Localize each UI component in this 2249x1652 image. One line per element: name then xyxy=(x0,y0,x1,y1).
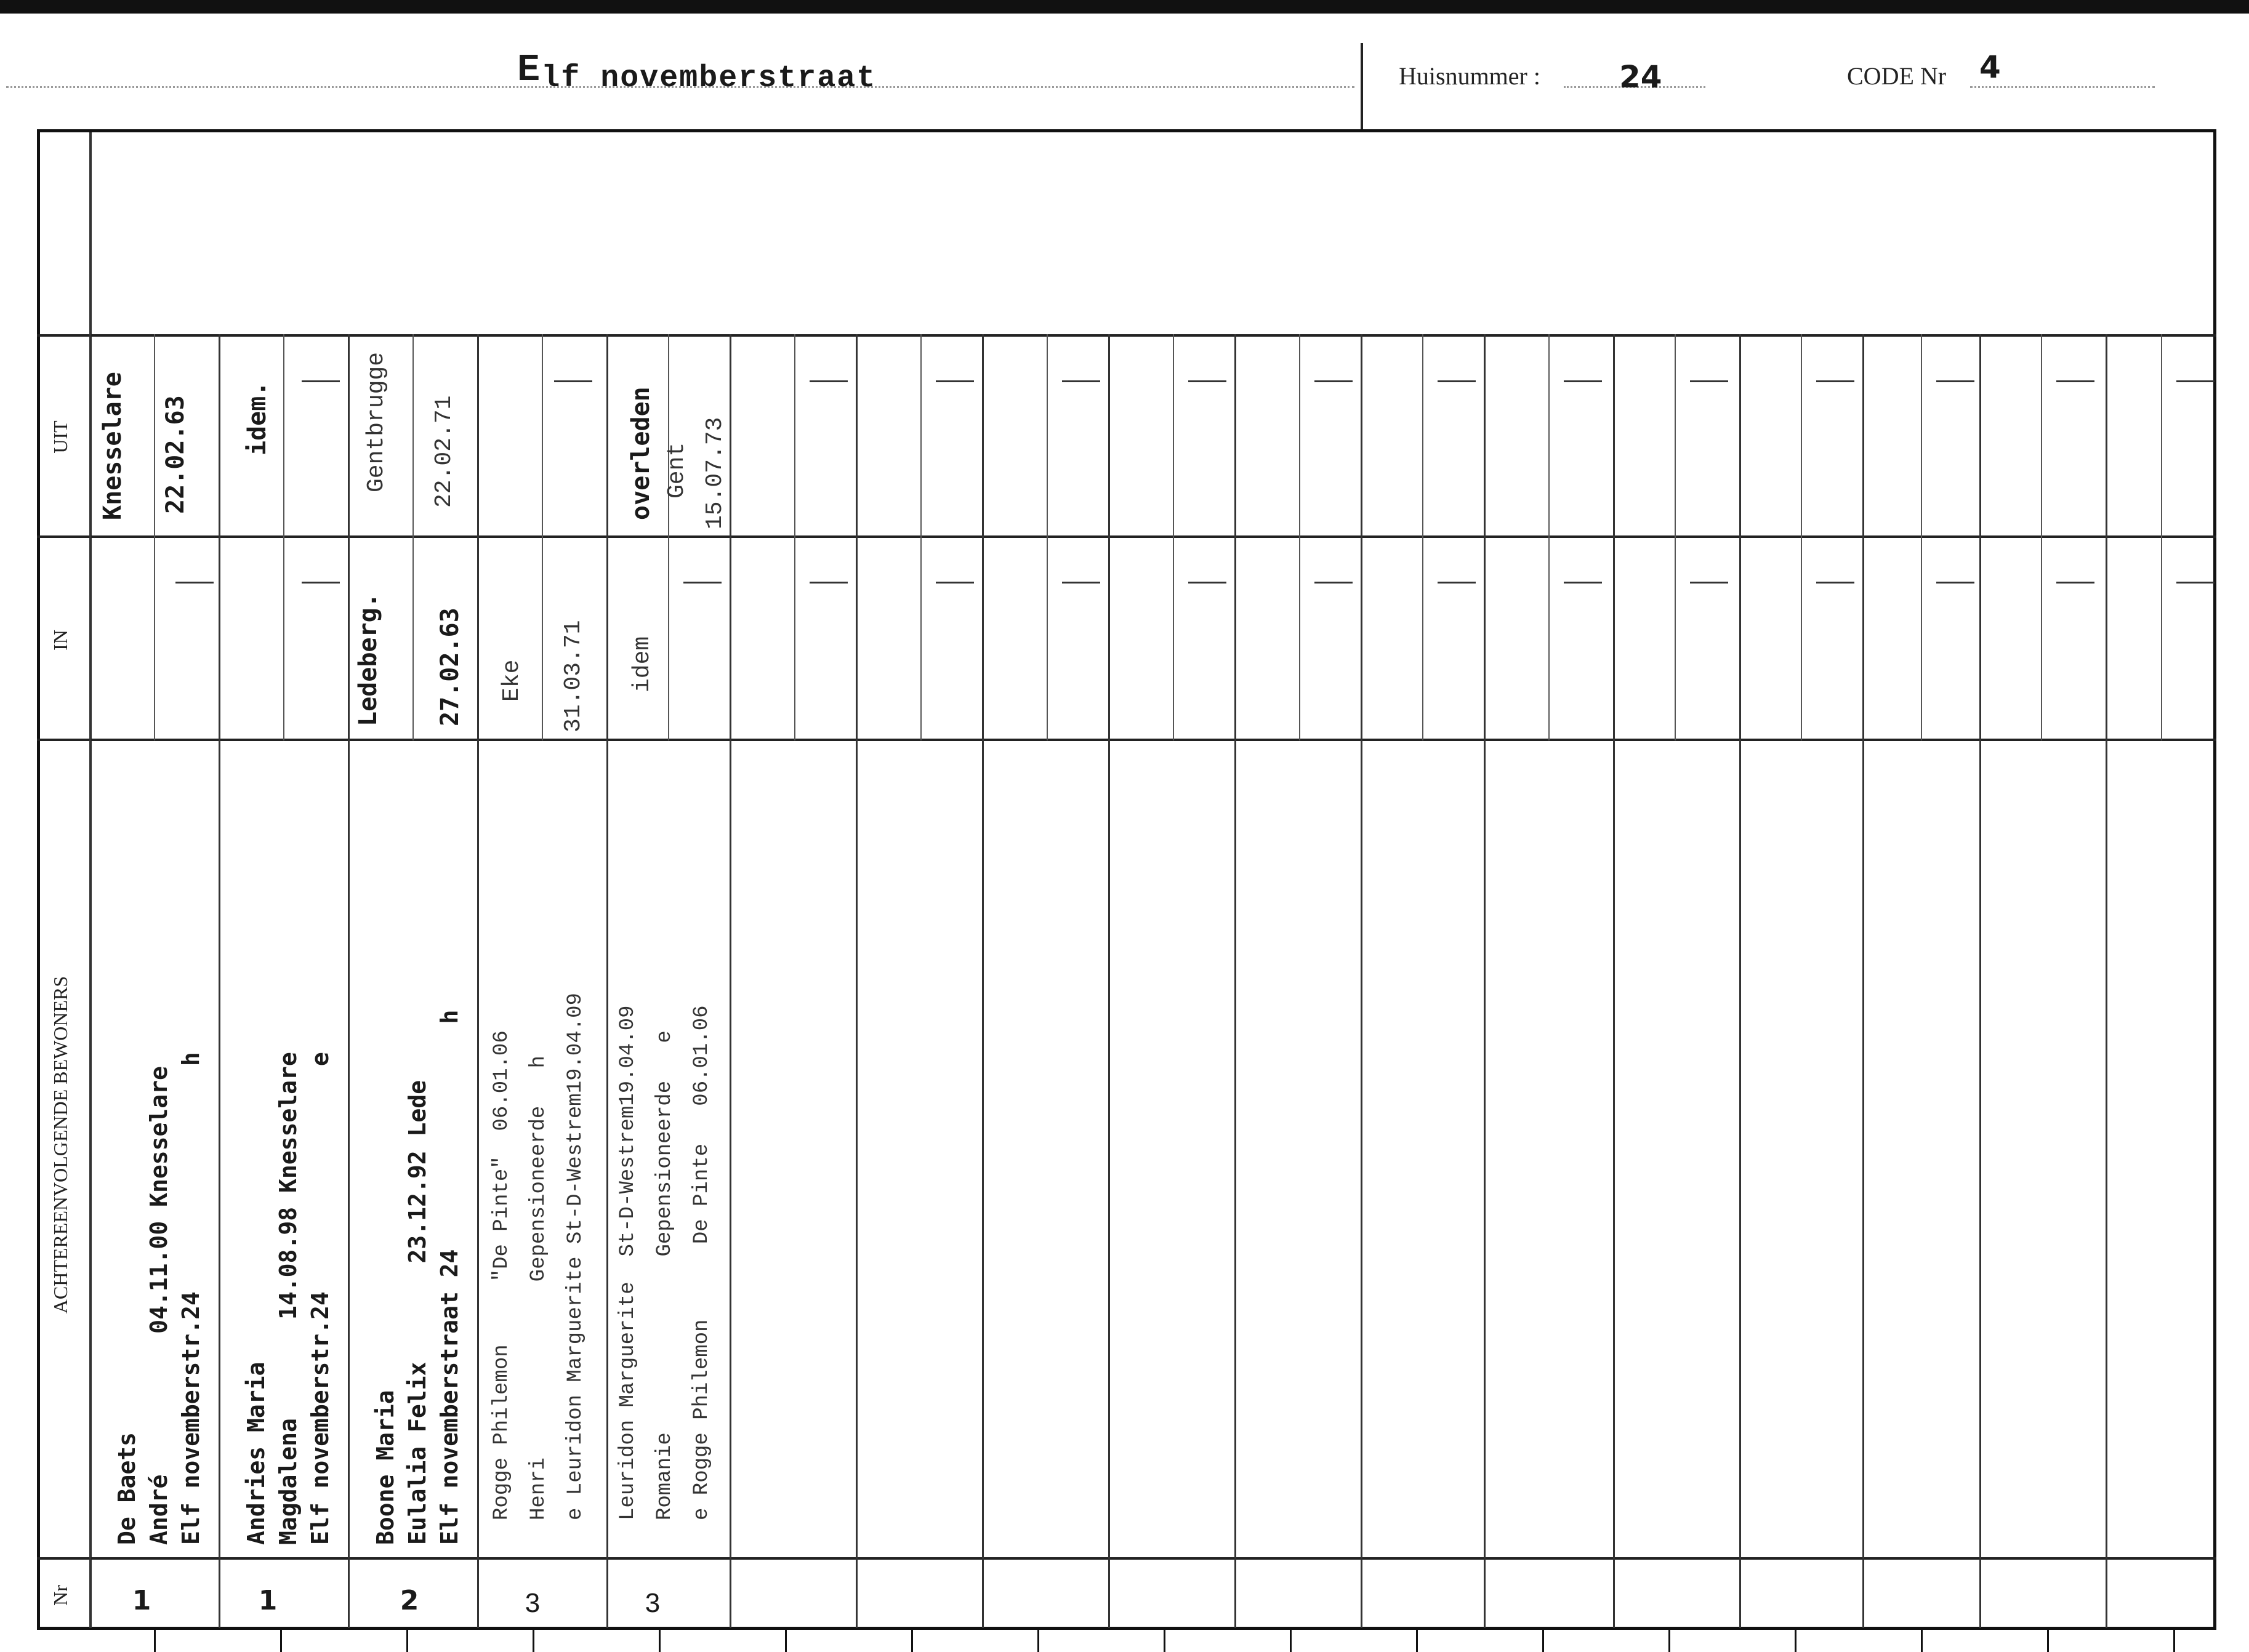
bottom-tick xyxy=(1416,1630,1418,1652)
header-divider xyxy=(1361,43,1363,129)
bottom-tick xyxy=(2047,1630,2049,1652)
uit-place: idem. xyxy=(243,381,272,455)
resident-line: Romanie Gepensioneerde e xyxy=(653,1030,677,1520)
uit-date: 22.02.71 xyxy=(431,395,457,508)
empty-dash xyxy=(683,582,722,583)
resident-entry xyxy=(369,1010,465,1545)
bottom-tick xyxy=(406,1630,408,1652)
empty-dash xyxy=(1936,582,1974,583)
column-line xyxy=(1979,334,1981,1628)
empty-dash xyxy=(1690,380,1728,382)
empty-dash xyxy=(1314,582,1353,583)
resident-entry xyxy=(111,1052,207,1545)
bottom-tick xyxy=(533,1630,534,1652)
empty-dash xyxy=(1564,380,1602,382)
resident-nr: 3 xyxy=(645,1588,661,1618)
label-uit: UIT xyxy=(49,420,71,454)
empty-dash xyxy=(1816,380,1854,382)
half-column-line xyxy=(154,334,155,740)
label-in: IN xyxy=(49,630,71,651)
empty-dash xyxy=(175,582,214,583)
column-line xyxy=(1361,334,1362,1628)
street-initial: E xyxy=(517,48,542,92)
column-line xyxy=(1484,334,1486,1628)
bottom-tick xyxy=(2173,1630,2175,1652)
resident-line: Elf novemberstraat 24 h xyxy=(436,1009,463,1545)
empty-dash xyxy=(810,582,848,583)
empty-dash xyxy=(2176,380,2215,382)
column-line xyxy=(730,334,731,1628)
in-date: 31.03.71 xyxy=(560,620,587,732)
bottom-tick xyxy=(154,1630,156,1652)
empty-dash xyxy=(1564,582,1602,583)
bottom-tick xyxy=(1542,1630,1544,1652)
top-border xyxy=(0,0,2249,14)
street-name xyxy=(517,48,877,98)
uit-place: Knesselare xyxy=(99,372,127,520)
column-line xyxy=(606,334,608,1628)
row-divider-uit-in xyxy=(37,535,2216,538)
in-place: Ledeberg. xyxy=(354,593,382,726)
bottom-tick xyxy=(659,1630,661,1652)
empty-dash xyxy=(2056,380,2094,382)
resident-line: Leuridon Marguerite St-D-Westrem19.04.09 xyxy=(616,1005,640,1520)
column-line xyxy=(1613,334,1615,1628)
resident-nr: 3 xyxy=(525,1588,541,1618)
bottom-tick xyxy=(1037,1630,1039,1652)
half-column-line xyxy=(1921,334,1922,740)
half-column-line xyxy=(794,334,795,740)
resident-line: e Rogge Philemon De Pinte 06.01.06 xyxy=(690,1005,714,1520)
empty-dash xyxy=(1438,582,1476,583)
empty-dash xyxy=(302,380,340,382)
resident-line: Magdalena 14.08.98 Knesselare xyxy=(275,1052,302,1545)
empty-dash xyxy=(810,380,848,382)
half-column-line xyxy=(2041,334,2042,740)
resident-line: Elf novemberstr.24 h xyxy=(177,1052,204,1545)
empty-dash xyxy=(554,380,592,382)
code-dotted-line xyxy=(1970,86,2155,88)
resident-line: Rogge Philemon "De Pinte" 06.01.06 xyxy=(490,1030,513,1520)
row-divider-top-blank xyxy=(37,334,2216,337)
empty-dash xyxy=(1188,582,1226,583)
half-column-line xyxy=(1173,334,1174,740)
resident-nr: 1 xyxy=(132,1585,151,1616)
column-line xyxy=(1862,334,1864,1628)
empty-dash xyxy=(2176,582,2215,583)
row-divider-in-bewoners xyxy=(37,739,2216,741)
resident-entry xyxy=(610,1005,720,1520)
bottom-tick xyxy=(1164,1630,1165,1652)
uit-place: overleden xyxy=(627,387,655,520)
half-column-line xyxy=(542,334,543,740)
bottom-tick xyxy=(1921,1630,1923,1652)
uit-place-2: Gent xyxy=(664,442,690,499)
half-column-line xyxy=(1548,334,1550,740)
huisnummer-label: Huisnummer : xyxy=(1399,62,1540,90)
column-line xyxy=(1234,334,1236,1628)
empty-dash xyxy=(2056,582,2094,583)
column-line xyxy=(1108,334,1110,1628)
half-column-line xyxy=(668,334,669,740)
resident-line: Eulalia Felix 23.12.92 Lede xyxy=(404,1080,431,1545)
in-place: Eke xyxy=(499,659,525,702)
bottom-tick xyxy=(1795,1630,1796,1652)
resident-line: Andries Maria xyxy=(243,1361,270,1545)
half-column-line xyxy=(920,334,922,740)
resident-line: e Leuridon Marguerite St-D-Westrem19.04.09 xyxy=(564,993,587,1520)
empty-dash xyxy=(1936,380,1974,382)
empty-dash xyxy=(936,380,974,382)
empty-dash xyxy=(1816,582,1854,583)
bottom-tick xyxy=(911,1630,913,1652)
empty-dash xyxy=(1438,380,1476,382)
in-date: 27.02.63 xyxy=(436,607,464,726)
column-line xyxy=(2106,334,2107,1628)
half-column-line xyxy=(2161,334,2162,740)
column-line xyxy=(856,334,858,1628)
column-line xyxy=(219,334,220,1628)
bottom-tick xyxy=(280,1630,282,1652)
resident-line: André 04.11.00 Knesselare xyxy=(145,1066,172,1545)
half-column-line xyxy=(283,334,284,740)
column-line xyxy=(348,334,350,1628)
half-column-line xyxy=(412,334,414,740)
resident-nr: 1 xyxy=(258,1585,278,1616)
half-column-line xyxy=(1675,334,1676,740)
resident-entry xyxy=(483,993,594,1520)
resident-line: Elf novemberstr.24 e xyxy=(307,1052,334,1545)
column-line xyxy=(477,334,479,1628)
half-column-line xyxy=(1422,334,1423,740)
resident-entry xyxy=(240,1052,336,1545)
code-value: 4 xyxy=(1979,49,2001,85)
uit-date: 22.02.63 xyxy=(161,395,190,514)
empty-dash xyxy=(1690,582,1728,583)
column-line xyxy=(982,334,984,1628)
bottom-tick xyxy=(785,1630,787,1652)
empty-dash xyxy=(1062,380,1100,382)
bottom-tick xyxy=(1290,1630,1292,1652)
label-nr: Nr xyxy=(49,1585,71,1606)
empty-dash xyxy=(1314,380,1353,382)
street-rest: lf novemberstraat xyxy=(541,61,877,96)
empty-dash xyxy=(302,582,340,583)
half-column-line xyxy=(1801,334,1802,740)
in-place: idem xyxy=(629,636,656,692)
huisnummer-value: 24 xyxy=(1619,59,1662,95)
row-divider-bewoners-nr xyxy=(37,1557,2216,1560)
uit-place: Gentbrugge xyxy=(363,351,390,492)
uit-date: 15.07.73 xyxy=(702,417,728,529)
column-line xyxy=(89,334,91,1628)
bottom-tick xyxy=(1668,1630,1670,1652)
empty-dash xyxy=(1188,380,1226,382)
half-column-line xyxy=(1047,334,1048,740)
empty-dash xyxy=(936,582,974,583)
label-bewoners: ACHTEREENVOLGENDE BEWONERS xyxy=(49,976,71,1314)
resident-line: De Baets xyxy=(113,1432,140,1545)
empty-dash xyxy=(1062,582,1100,583)
resident-line: Boone Maria xyxy=(372,1390,399,1545)
column-line xyxy=(1739,334,1741,1628)
code-label: CODE Nr xyxy=(1847,62,1947,90)
resident-nr: 2 xyxy=(400,1585,419,1616)
half-column-line xyxy=(1299,334,1300,740)
resident-line: Henri Gepensioneerde h xyxy=(527,1056,550,1520)
